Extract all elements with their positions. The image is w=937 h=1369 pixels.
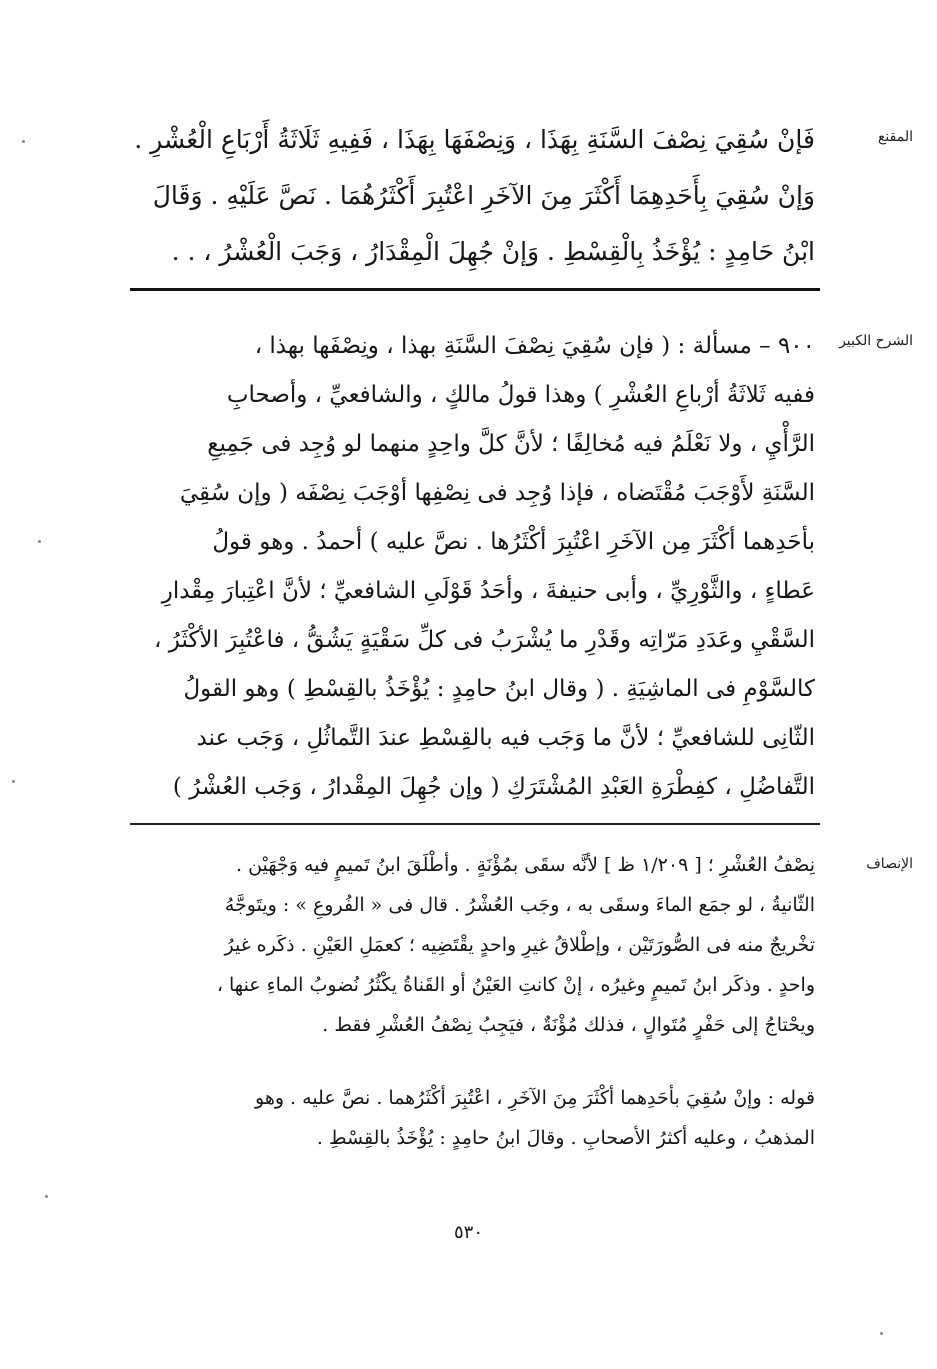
text-line: السَّنَةِ لأَوْجَبَ مُقْتَضاه ، فإذا وُجِد فى نِصْفِها أوْجَبَ نِصْفَه ( وإن سُقِيَ — [179, 480, 815, 506]
text-line: الثّانيةُ ، لو جمَع الماءَ وسقَى به ، وجَب العُشْرُ . قال فى « الفُروعِ » : ويتَوجَّهُ — [224, 894, 815, 916]
muqni-text — [125, 112, 815, 280]
text-line: السَّقْيِ وعَدَدِ مَرّاتِه وقَدْرِ ما يُشْرَبُ فى كلِّ سَقْيَةٍ يَشُقُّ ، فاعْتُبِرَ الأكْثَرُ ، — [154, 627, 815, 653]
text-line: قوله : وإنْ سُقِيَ بأحَدِهما أكْثَرَ مِنَ الآخَرِ ، اعْتُبِرَ أكْثَرُهما . نصَّ عليه . وهو — [255, 1087, 815, 1109]
insaf-paragraph-2 — [125, 1078, 815, 1158]
insaf-text — [125, 845, 815, 1045]
scan-speck — [12, 780, 15, 783]
text-line: واحدٍ . وذكَر ابنُ تَميمٍ وغيرُه ، إنْ كانتِ العَيْنُ أو القَناةُ يكْثُرُ نُضوبُ الماءِ عنها ، — [216, 974, 815, 996]
sharh-text — [125, 322, 815, 812]
text-line: ٩٠٠ – مسألة : ( فإن سُقِيَ نِصْفَ السَّنَةِ بهذا ، ونِصْفَها بهذا ، — [254, 333, 815, 359]
text-line: المذهبُ ، وعليه أكثرُ الأصحابِ . وقالَ ابنُ حامِدٍ : يُؤْخَذُ بالقِسْطِ . — [316, 1127, 815, 1149]
text-line: بأحَدِهما أكْثَرَ مِن الآخَرِ اعْتُبِرَ أكْثَرُها . نصَّ عليه ) أحمدُ . وهو قولُ — [212, 529, 815, 555]
section-label-insaf: الإنصاف — [866, 856, 913, 872]
text-line: وَإنْ سُقِيَ بِأَحَدِهِمَا أَكْثَرَ مِنَ الآخَرِ اعْتُبِرَ أَكْثَرُهُمَا . نَصَّ عَلَيْهِ . وَقَالَ — [152, 181, 815, 210]
section-divider-thick — [130, 288, 820, 291]
section-divider-thin — [130, 823, 820, 825]
text-line: التَّفاضُلِ ، كفِطْرَةِ العَبْدِ المُشْتَرَكِ ( وإن جُهِلَ المِقْدارُ ، وَجَب العُشْرُ ) — [172, 774, 815, 800]
text-line: عَطاءٍ ، والثَّوْرِيِّ ، وأبى حنيفةَ ، وأحَدُ قَوْلَىِ الشافعيِّ ؛ لأنَّ اعْتِبارَ مِقْدارِ — [161, 578, 815, 604]
text-line: فَإنْ سُقِيَ نِصْفَ السَّنَةِ بِهَذَا ، وَنِصْفَهَا بِهَذَا ، فَفِيهِ ثَلَاثَةُ أَرْبَاعِ الْعُشْرِ . — [134, 125, 815, 154]
scan-speck — [880, 1332, 883, 1335]
text-line: ويحْتاجُ إلى حَفْرٍ مُتَوالٍ ، فذلك مُؤْنَةٌ ، فيَجِبُ نِصْفُ العُشْرِ فقط . — [322, 1014, 815, 1036]
text-line: ابْنُ حَامِدٍ : يُؤْخَذُ بِالْقِسْطِ . وَإنْ جُهِلَ الْمِقْدَارُ ، وَجَبَ الْعُشْرُ ، . . — [171, 237, 815, 266]
scan-speck — [22, 140, 25, 143]
text-line: ففيه ثَلاثَةُ أرْباعِ العُشْرِ ) وهذا قولُ مالكٍ ، والشافعيِّ ، وأصحابِ — [226, 382, 815, 408]
text-line: تخْريجٌ منه فى الصُّورَتَيْن ، وإطْلاقُ غيرِ واحدٍ يقْتَضِيه ؛ كعمَلِ العَيْنِ . ذكَره غيرُ — [224, 934, 815, 956]
text-line: الثّانِى للشافعيِّ ؛ لأنَّ ما وَجَب فيه بالقِسْطِ عندَ التَّماثُلِ ، وَجَب عند — [196, 725, 815, 751]
section-label-muqni: المقنع — [877, 129, 913, 145]
section-label-sharh: الشرح الكبير — [839, 333, 913, 349]
text-line: نِصْفُ العُشْرِ ؛ [ ١/٢٠٩ ظ ] لأنَّه سقَى بمُؤْنَةٍ . وأطْلَقَ ابنُ تَميمٍ فيه وَجْهَيْن . — [235, 854, 815, 876]
text-line: الرَّأْيِ ، ولا نَعْلَمُ فيه مُخالِفًا ؛ لأنَّ كلَّ واحِدٍ منهما لو وُجِد فى جَمِيعِ — [207, 431, 815, 457]
scan-speck — [38, 540, 41, 543]
scan-speck — [45, 1195, 48, 1198]
text-line: كالسَّوْمِ فى الماشِيَةِ . ( وقال ابنُ حامِدٍ : يُؤْخَذُ بالقِسْطِ ) وهو القولُ — [183, 676, 815, 702]
page-number: ٥٣٠ — [453, 1222, 483, 1243]
